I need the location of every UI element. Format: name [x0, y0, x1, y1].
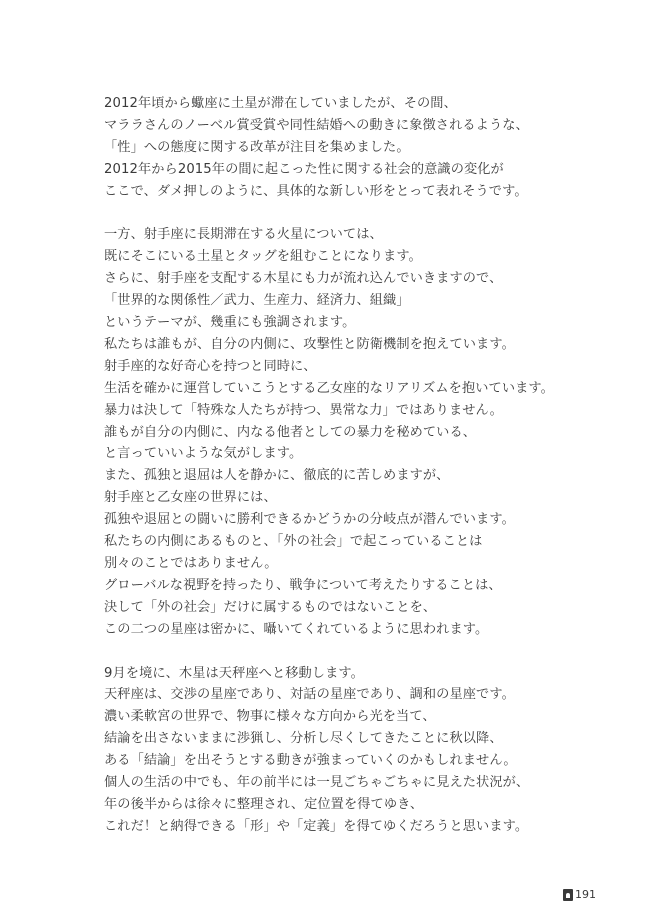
text-line: ある「結論」を出そうとする動きが強まっていくのかもしれません。: [104, 753, 517, 769]
text-line: 生活を確かに運営していこうとする乙女座的なリアリズムを抱いています。: [104, 380, 554, 396]
text-line: この二つの星座は密かに、囁いてくれているように思われます。: [104, 621, 489, 637]
paragraph-spacer: [104, 203, 624, 225]
text-line: 暴力は決して「特殊な人たちが持つ、異常な力」ではありません。: [104, 402, 503, 418]
text-line: 射手座的な好奇心を持つと同時に、: [104, 358, 317, 374]
body-text: [104, 93, 624, 838]
text-line: 天秤座は、交渉の星座であり、対話の星座であり、調和の星座です。: [104, 687, 515, 703]
text-line: 個人の生活の中でも、年の前半には一見ごちゃごちゃに見えた状況が、: [104, 775, 530, 791]
text-line: また、孤独と退屈は人を静かに、徹底的に苦しめますが、: [104, 468, 450, 484]
page-folio: [563, 888, 596, 902]
text-line: 別々のことではありません。: [104, 556, 278, 572]
text-line: 9月を境に、木星は天秤座へと移動します。: [104, 665, 364, 681]
text-line: 2012年頃から蠍座に土星が滞在していましたが、その間、: [104, 96, 457, 111]
text-line: さらに、射手座を支配する木星にも力が流れ込んでいきますので、: [104, 271, 503, 287]
text-line: ここで、ダメ押しのように、具体的な新しい形をとって表れそうです。: [104, 183, 528, 199]
text-line: 決して「外の社会」だけに属するものではないことを、: [104, 599, 437, 615]
text-line: 「世界的な関係性／武力、生産力、経済力、組織」: [104, 293, 410, 309]
page-number: 191: [575, 888, 596, 901]
paragraph-1: [104, 93, 624, 203]
text-line: 一方、射手座に長期滞在する火星については、: [104, 227, 383, 243]
text-line: 結論を出さないままに渉猟し、分析し尽くしてきたことに秋以降、: [104, 731, 503, 747]
text-line: 射手座と乙女座の世界には、: [104, 490, 277, 506]
text-line: 私たちの内側にあるものと、「外の社会」で起こっていることは: [104, 534, 483, 550]
text-line: これだ！と納得できる「形」や「定義」を得てゆくだろうと思います。: [104, 818, 529, 834]
text-line: 孤独や退屈との闘いに勝利できるかどうかの分岐点が潜んでいます。: [104, 512, 515, 528]
paragraph-2: [104, 224, 624, 640]
text-line: 「性」への態度に関する改革が注目を集めました。: [104, 139, 410, 155]
text-line: マララさんのノーベル賞受賞や同性結婚への動きに象徴されるような、: [104, 117, 529, 133]
text-line: 濃い柔軟宮の世界で、物事に様々な方向から光を当て、: [104, 709, 436, 725]
text-line: 2012年から2015年の間に起こった性に関する社会的意識の変化が: [104, 161, 504, 177]
text-line: と言っていいような気がします。: [104, 446, 303, 462]
paragraph-spacer: [104, 641, 624, 663]
text-line: というテーマが、幾重にも強調されます。: [104, 315, 356, 331]
paragraph-3: [104, 663, 624, 838]
book-icon: [563, 889, 573, 901]
text-line: 年の後半からは徐々に整理され、定位置を得てゆき、: [104, 796, 424, 812]
text-line: 既にそこにいる土星とタッグを組むことになります。: [104, 249, 422, 265]
text-line: 誰もが自分の内側に、内なる他者としての暴力を秘めている、: [104, 424, 477, 440]
text-line: 私たちは誰もが、自分の内側に、攻撃性と防衛機制を抱えています。: [104, 336, 515, 352]
text-line: グローバルな視野を持ったり、戦争について考えたりすることは、: [104, 577, 502, 593]
